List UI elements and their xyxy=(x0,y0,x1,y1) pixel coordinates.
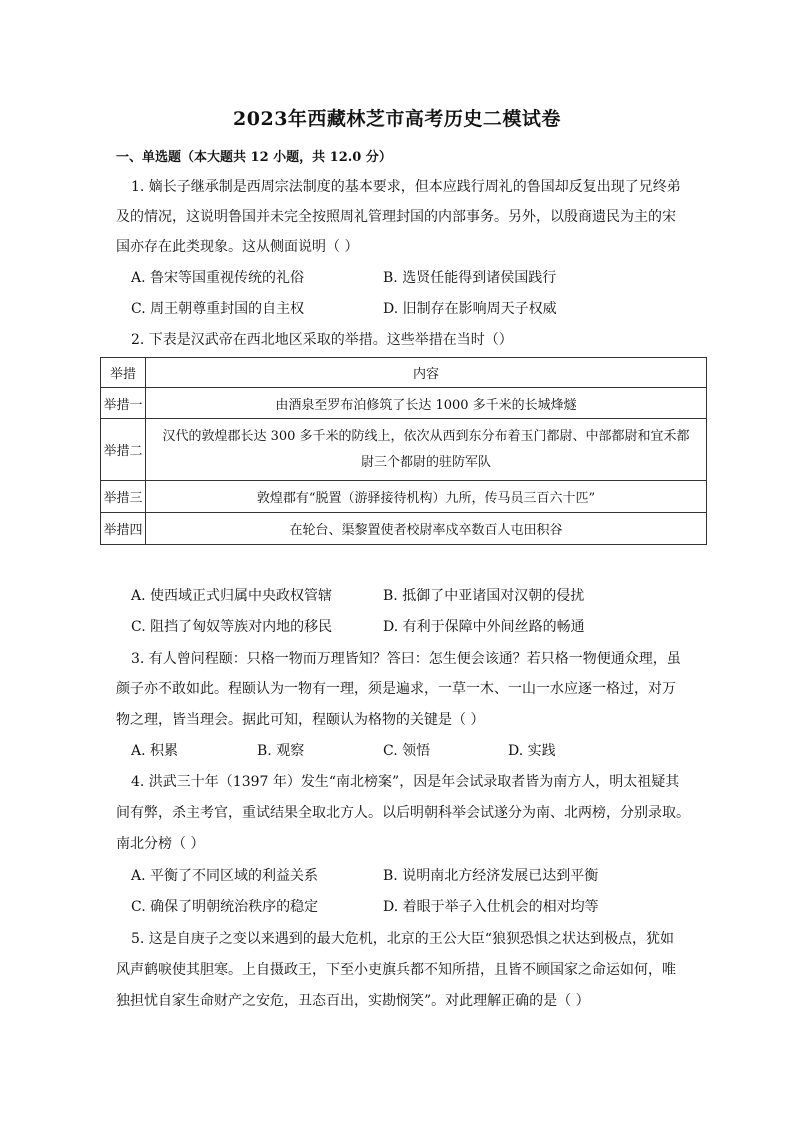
table-cell-measure: 举措一 xyxy=(101,388,146,419)
q3-option-a[interactable]: A. 积累 xyxy=(131,743,179,759)
q5-line-2: 风声鹤唳使其胆寒。上自摄政王，下至小吏旗兵都不知所措，且皆不顾国家之命运如何，唯 xyxy=(116,962,676,978)
table-header-row xyxy=(101,358,707,388)
table-cell-content: 敦煌郡有“脱置（游驿接待机构）九所，传马员三百六十匹” xyxy=(146,481,707,513)
q1-option-c[interactable]: C. 周王朝尊重封国的自主权 xyxy=(131,301,305,317)
q2-option-d[interactable]: D. 有利于保障中外间丝路的畅通 xyxy=(383,619,585,635)
measures-table xyxy=(100,357,707,545)
table-cell-content-line-1: 汉代的敦煌郡长达 300 多千米的防线上，依次从西到东分布着玉门都尉、中部都尉和宜禾都 xyxy=(162,428,690,444)
q2-option-b[interactable]: B. 抵御了中亚诸国对汉朝的侵扰 xyxy=(383,588,585,604)
q2-option-c[interactable]: C. 阻挡了匈奴等族对内地的移民 xyxy=(131,619,333,635)
table-row xyxy=(101,388,707,419)
q5-line-1: 5. 这是自庚子之变以来遇到的最大危机，北京的王公大臣“狼狈恐惧之状达到极点，犹如 xyxy=(131,931,674,947)
q1-line-2: 及的情况，这说明鲁国并未完全按照周礼管理封国的内部事务。另外，以殷商遗民为主的宋 xyxy=(116,209,676,225)
table-header-content: 内容 xyxy=(146,358,707,388)
q2-stem: 2. 下表是汉武帝在西北地区采取的举措。这些举措在当时（） xyxy=(131,332,513,348)
table-header-measure: 举措 xyxy=(101,358,146,388)
q3-option-d[interactable]: D. 实践 xyxy=(508,743,556,759)
q2-option-a[interactable]: A. 使西域正式归属中央政权管辖 xyxy=(131,588,333,604)
table-row xyxy=(101,513,707,545)
q3-line-2: 颜子亦不敢如此。程颐认为一物有一理，须是遍求，一草一木、一山一水应逐一格过，对万 xyxy=(116,681,676,697)
table-cell-measure: 举措三 xyxy=(101,481,146,513)
table-cell-content xyxy=(146,419,707,481)
q3-option-c[interactable]: C. 领悟 xyxy=(383,743,431,759)
q3-line-1: 3. 有人曾问程颐：只格一物而万理皆知？答曰：怎生便会该通？若只格一物便通众理，虽 xyxy=(131,651,681,667)
q4-option-b[interactable]: B. 说明南北方经济发展已达到平衡 xyxy=(383,868,599,884)
table-cell-measure: 举措二 xyxy=(101,419,146,481)
q4-line-1: 4. 洪武三十年（1397 年）发生“南北榜案”，因是年会试录取者皆为南方人，明太祖疑其 xyxy=(131,774,680,790)
q5-line-3: 独担忧自家生命财产之安危，丑态百出，实勘悯笑”。对此理解正确的是（ ） xyxy=(116,993,590,1009)
q4-line-3: 南北分榜（ ） xyxy=(116,836,205,852)
q1-line-3: 国亦存在此类现象。这从侧面说明（ ） xyxy=(116,239,359,255)
q4-option-c[interactable]: C. 确保了明朝统治秩序的稳定 xyxy=(131,899,319,915)
table-cell-content: 由酒泉至罗布泊修筑了长达 1000 多千米的长城烽燧 xyxy=(146,388,707,419)
table-row xyxy=(101,419,707,481)
table-cell-content-line-2: 尉三个都尉的驻防军队 xyxy=(360,454,491,470)
table-cell-measure: 举措四 xyxy=(101,513,146,545)
page-title: 2023年西藏林芝市高考历史二模试卷 xyxy=(233,108,561,130)
q3-option-b[interactable]: B. 观察 xyxy=(257,743,305,759)
q4-option-d[interactable]: D. 着眼于举子入仕机会的相对均等 xyxy=(383,899,599,915)
q4-option-a[interactable]: A. 平衡了不同区域的利益关系 xyxy=(131,868,319,884)
q4-line-2: 间有弊，杀主考官，重试结果全取北方人。以后明朝科举会试遂分为南、北两榜，分别录取。 xyxy=(116,805,690,821)
q1-option-b[interactable]: B. 选贤任能得到诸侯国践行 xyxy=(383,270,557,286)
q1-line-1: 1. 嫡长子继承制是西周宗法制度的基本要求，但本应践行周礼的鲁国却反复出现了兄终弟 xyxy=(131,179,681,195)
q1-option-d[interactable]: D. 旧制存在影响周天子权威 xyxy=(383,301,557,317)
q3-line-3: 物之理，皆当理会。据此可知，程颐认为格物的关键是（ ） xyxy=(116,712,485,728)
q1-option-a[interactable]: A. 鲁宋等国重视传统的礼俗 xyxy=(131,270,305,286)
table-cell-content: 在轮台、渠黎置使者校尉率戍卒数百人屯田积谷 xyxy=(146,513,707,545)
section-heading: 一、单选题（本大题共 12 小题，共 12.0 分） xyxy=(116,150,392,165)
table-row xyxy=(101,481,707,513)
